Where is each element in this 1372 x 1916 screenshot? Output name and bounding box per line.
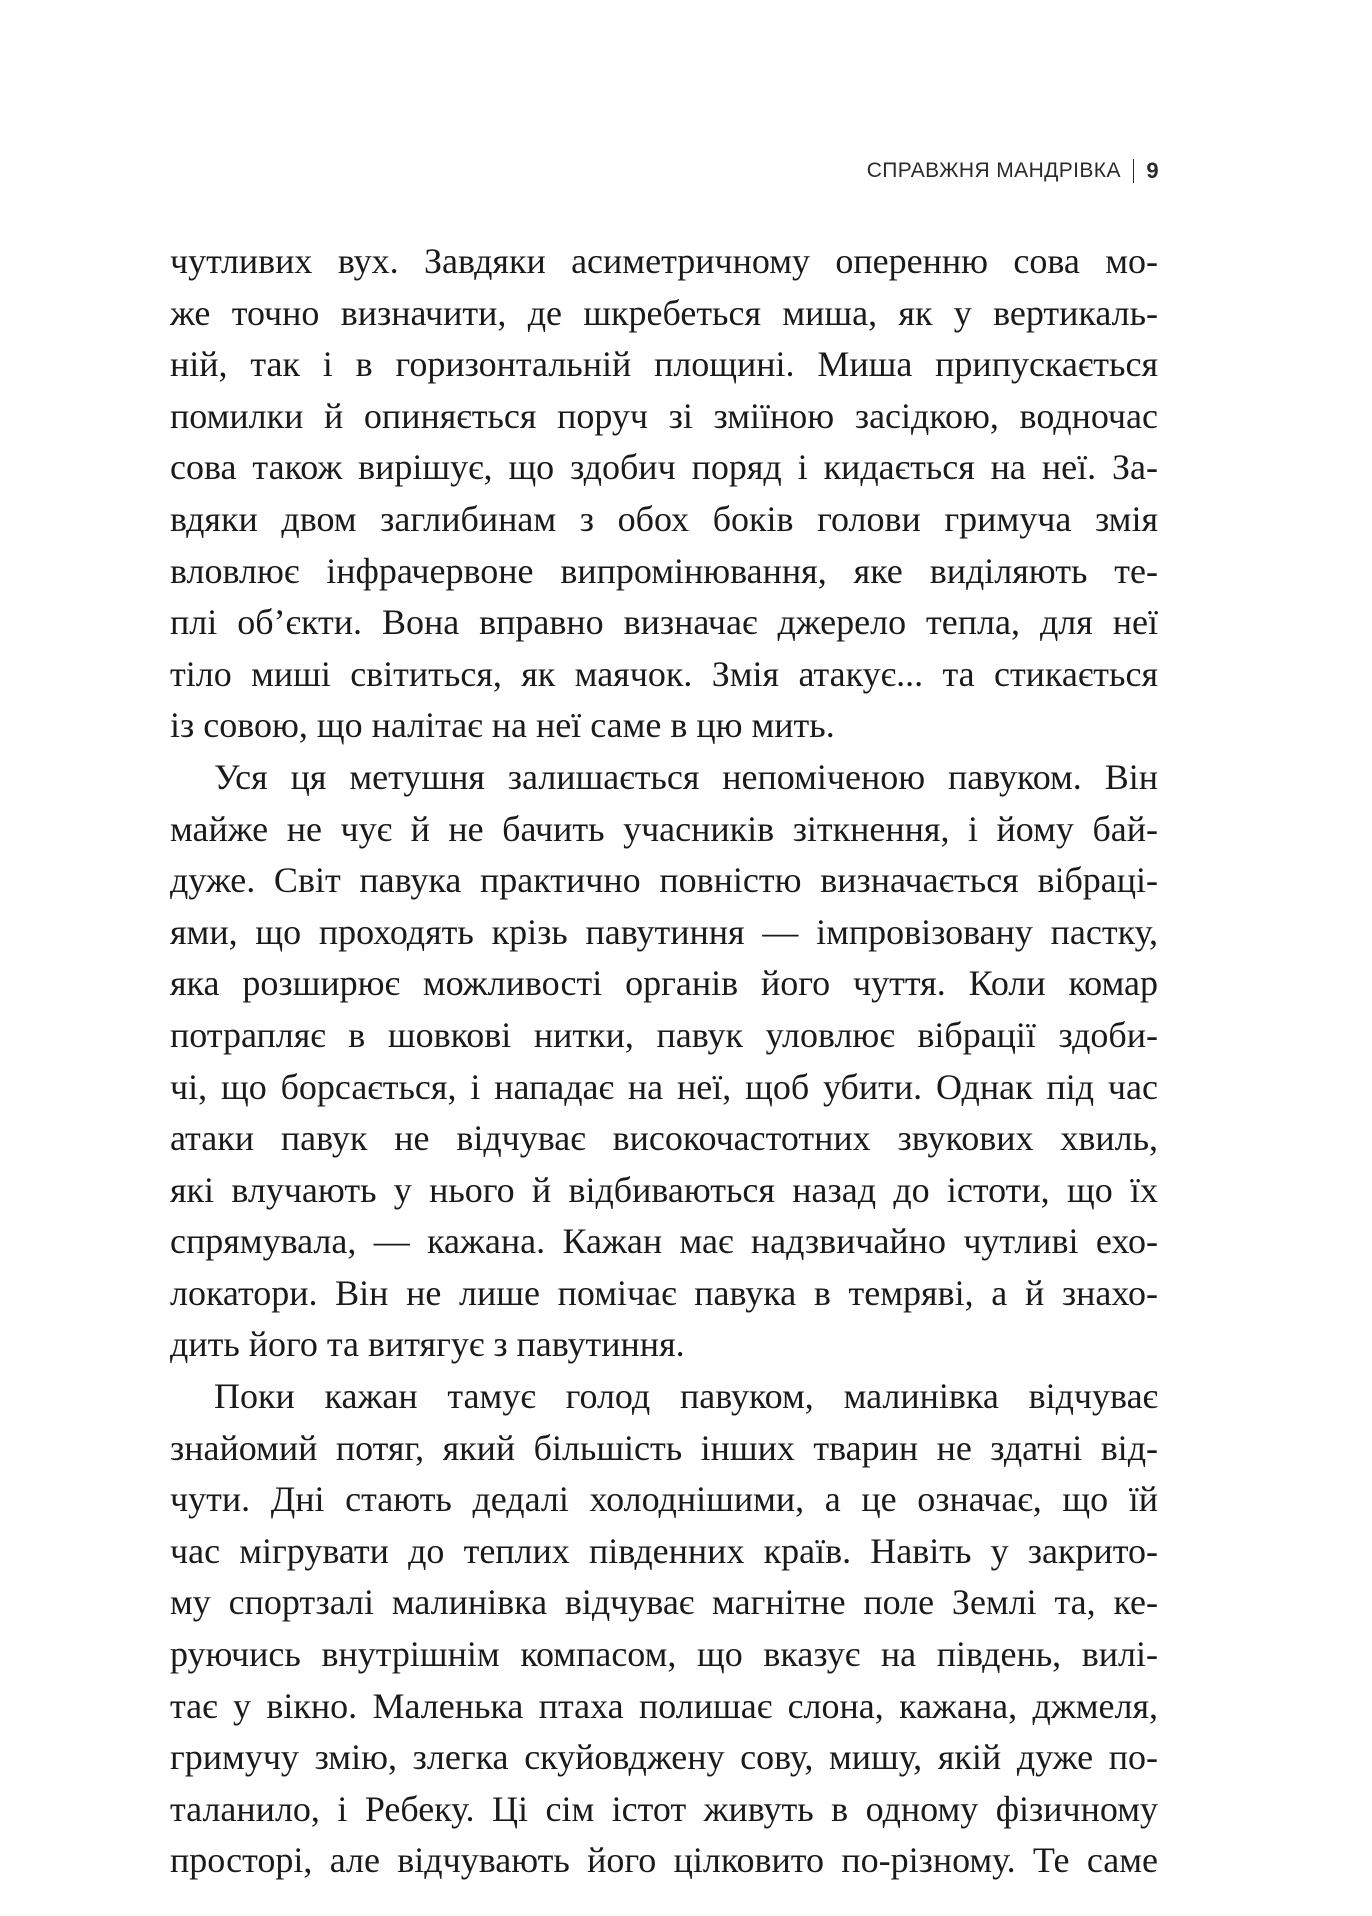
header-separator (1133, 159, 1135, 183)
text-line: Поки кажан тамує голод павуком, малинівка відчуває (214, 1376, 1158, 1417)
body-text (170, 236, 1158, 1887)
text-line: дуже. Світ павука практично повністю визначається вібраці- (170, 860, 1158, 901)
text-line: ями, що проходять крізь павутиння — імпровізовану пастку, (170, 911, 1158, 952)
text-line: чутливих вух. Завдяки асиметричному оперенню сова мо- (170, 241, 1158, 281)
paragraph (170, 236, 1158, 752)
text-line: Уся ця метушня залишається непоміченою павуком. Він (214, 756, 1158, 797)
text-line: му спортзалі малинівка відчуває магнітне поле Землі та, ке- (170, 1582, 1158, 1623)
text-line: чути. Дні стають дедалі холоднішими, а це означає, що їй (170, 1479, 1158, 1520)
text-line: тіло миші світиться, як маячок. Змія атакує... та стикається (170, 653, 1158, 694)
text-line: ній, так і в горизонтальній площині. Миша припускається (170, 344, 1158, 385)
text-line: плі об’єкти. Вона вправно визначає джерело тепла, для неї (170, 602, 1158, 643)
text-line: яка розширює можливості органів його чуття. Коли комар (170, 963, 1158, 1004)
text-line: із совою, що налітає на неї саме в цю мить. (170, 705, 835, 746)
text-line: які влучають у нього й відбиваються назад до істоти, що їх (170, 1169, 1158, 1210)
text-line: тає у вікно. Маленька птаха полишає слона, кажана, джмеля, (170, 1685, 1158, 1726)
text-line: помилки й опиняється поруч зі зміїною засідкою, водночас (170, 395, 1158, 436)
text-line: спрямувала, — кажана. Кажан має надзвичайно чутливі ехо- (170, 1221, 1158, 1262)
text-line: же точно визначити, де шкребеться миша, як у вертикаль- (170, 292, 1158, 333)
text-line: потрапляє в шовкові нитки, павук уловлює вібрації здоби- (170, 1014, 1158, 1055)
chapter-title: СПРАВЖНЯ МАНДРІВКА (866, 159, 1121, 182)
text-line: майже не чує й не бачить учасників зіткнення, і йому бай- (170, 808, 1158, 849)
page-number: 9 (1146, 158, 1159, 183)
text-line: руючись внутрішнім компасом, що вказує на південь, вилі- (170, 1634, 1158, 1675)
text-line: час мігрувати до теплих південних країв. Навіть у закрито- (170, 1530, 1158, 1571)
running-header (867, 158, 1159, 184)
paragraph (170, 752, 1158, 1371)
text-line: вловлює інфрачервоне випромінювання, яке виділяють те- (170, 550, 1158, 591)
text-line: таланило, і Ребеку. Ці сім істот живуть в одному фізичному (170, 1788, 1158, 1829)
text-line: гримучу змію, злегка скуйовджену сову, мишу, якій дуже по- (170, 1737, 1158, 1778)
text-line: вдяки двом заглибинам з обох боків голови гримуча змія (170, 498, 1158, 539)
paragraph (170, 1371, 1158, 1887)
text-line: дить його та витягує з павутиння. (170, 1324, 685, 1365)
text-line: просторі, але відчувають його цілковито по-різному. Те саме (170, 1840, 1158, 1881)
text-line: знайомий потяг, який більшість інших тварин не здатні від- (170, 1427, 1158, 1468)
text-line: сова також вирішує, що здобич поряд і кидається на неї. За- (170, 447, 1158, 488)
text-line: атаки павук не відчуває високочастотних звукових хвиль, (170, 1118, 1158, 1159)
text-line: чі, що борсається, і нападає на неї, щоб убити. Однак під час (170, 1066, 1158, 1107)
text-line: локатори. Він не лише помічає павука в темряві, а й знахо- (170, 1272, 1158, 1313)
